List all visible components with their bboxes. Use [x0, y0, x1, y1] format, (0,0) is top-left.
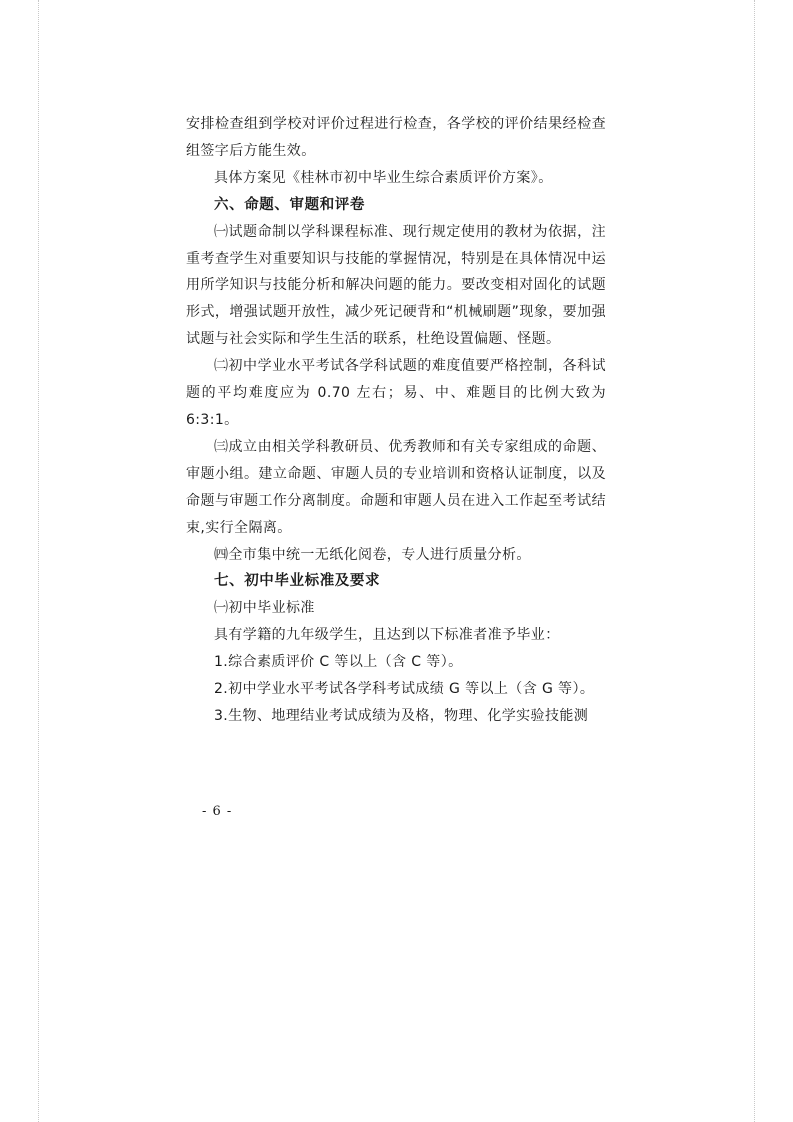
section-heading-seven: 七、初中毕业标准及要求	[214, 573, 381, 590]
page-number: - 6 -	[202, 804, 233, 819]
paragraph-plan-reference: 具体方案见《桂林市初中毕业生综合素质评价方案》。	[214, 169, 553, 186]
paragraph-eligibility: 具有学籍的九年级学生，且达到以下标准者准予毕业：	[214, 627, 560, 644]
paragraph-inspection: 安排检查组到学校对评价过程进行检查，各学校的评价结果经检查组签字后方能生效。	[186, 116, 606, 159]
page-edge-left	[38, 0, 39, 1122]
subheading-graduation-standard: ㈠初中毕业标准	[214, 600, 315, 617]
paragraph-item-3: ㈢成立由相关学科教研员、优秀教师和有关专家组成的命题、审题小组。建立命题、审题人员的专业培训和资格认证制度，以及命题与审题工作分离制度。命题和审题人员在进入工作起至考试结束,实行全隔离。	[186, 438, 606, 536]
paragraph-item-2: ㈡初中学业水平考试各学科试题的难度值要严格控制，各科试题的平均难度应为 0.70 左右；易、中、难题目的比例大致为6:3:1。	[186, 358, 606, 428]
list-item-1: 1.综合素质评价 C 等以上（含 C 等）。	[214, 654, 463, 671]
section-heading-six: 六、命题、审题和评卷	[214, 196, 365, 213]
document-body	[186, 111, 606, 730]
page-edge-right	[754, 0, 755, 1122]
list-item-3: 3.生物、地理结业考试成绩为及格，物理、化学实验技能测	[214, 707, 589, 724]
paragraph-item-4: ㈣全市集中统一无纸化阅卷，专人进行质量分析。	[214, 546, 531, 563]
list-item-2: 2.初中学业水平考试各学科考试成绩 G 等以上（含 G 等）。	[214, 681, 595, 698]
paragraph-item-1: ㈠试题命制以学科课程标准、现行规定使用的教材为依据，注重考查学生对重要知识与技能的掌握情况，特别是在具体情况中运用所学知识与技能分析和解决问题的能力。要改变相对固化的试题形式，增强试题开放性，减少死记硬背和“机械刷题”现象，要加强试题与社会实际和学生生活的联系，杜绝设置偏题、怪题。	[186, 223, 606, 348]
